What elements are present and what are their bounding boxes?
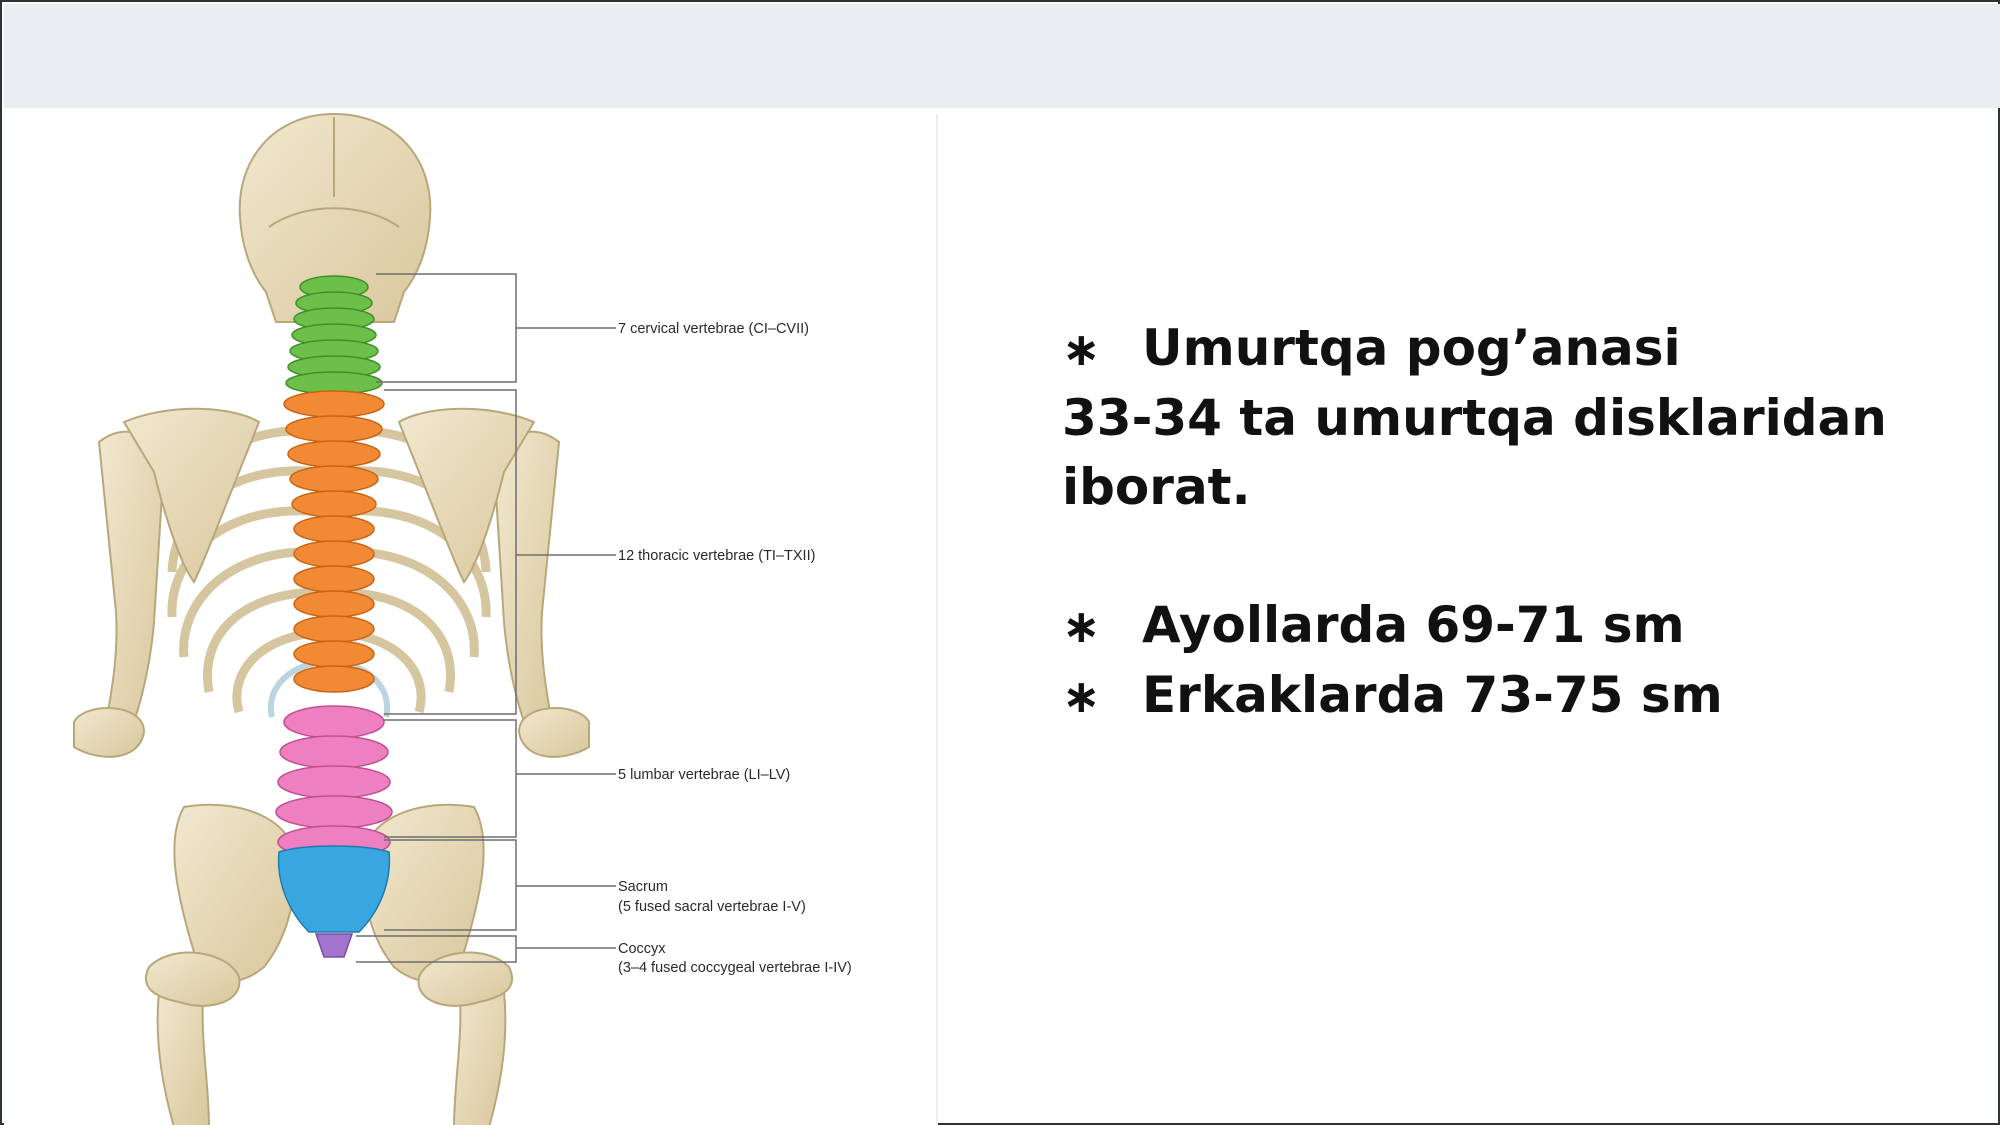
leg-bones [158,987,506,1125]
panel-divider [936,114,938,1125]
bullet-text: Erkaklarda 73-75 sm [1142,666,1723,724]
label-coccyx-detail: (3–4 fused coccygeal vertebrae I-IV) [618,960,852,976]
bullet-text: Umurtqa pog’anasi [1142,319,1681,377]
label-cervical: 7 cervical vertebrae (CI–CVII) [618,321,809,337]
lumbar-vertebrae [276,706,392,858]
asterisk-bullet-icon: ∗ [1062,322,1101,376]
bullet-item-spine-count [1062,314,1962,384]
bullet-item-men [1062,661,1962,731]
label-lumbar: 5 lumbar vertebrae (LI–LV) [618,767,791,783]
coccyx [316,934,352,957]
label-coccyx-title: Coccyx [618,941,666,957]
skeleton-illustration [4,108,936,1125]
label-thoracic: 12 thoracic vertebrae (TI–TXII) [618,548,816,564]
label-sacrum-title: Sacrum [618,879,668,895]
thoracic-vertebrae [284,391,384,692]
spine-diagram [4,108,936,1125]
asterisk-bullet-icon: ∗ [1062,599,1101,653]
asterisk-bullet-icon: ∗ [1062,669,1101,723]
header-band [4,4,2000,108]
label-sacrum-detail: (5 fused sacral vertebrae I-V) [618,899,806,915]
bullet-item-women [1062,591,1962,661]
spacer [1062,522,1962,591]
bullet-text: Ayollarda 69-71 sm [1142,596,1685,654]
slide-text [1062,314,1962,731]
bullet-text-continuation: 33-34 ta umurtqa disklaridan [1062,389,1887,447]
bullet-text-continuation: iborat. [1062,458,1251,516]
